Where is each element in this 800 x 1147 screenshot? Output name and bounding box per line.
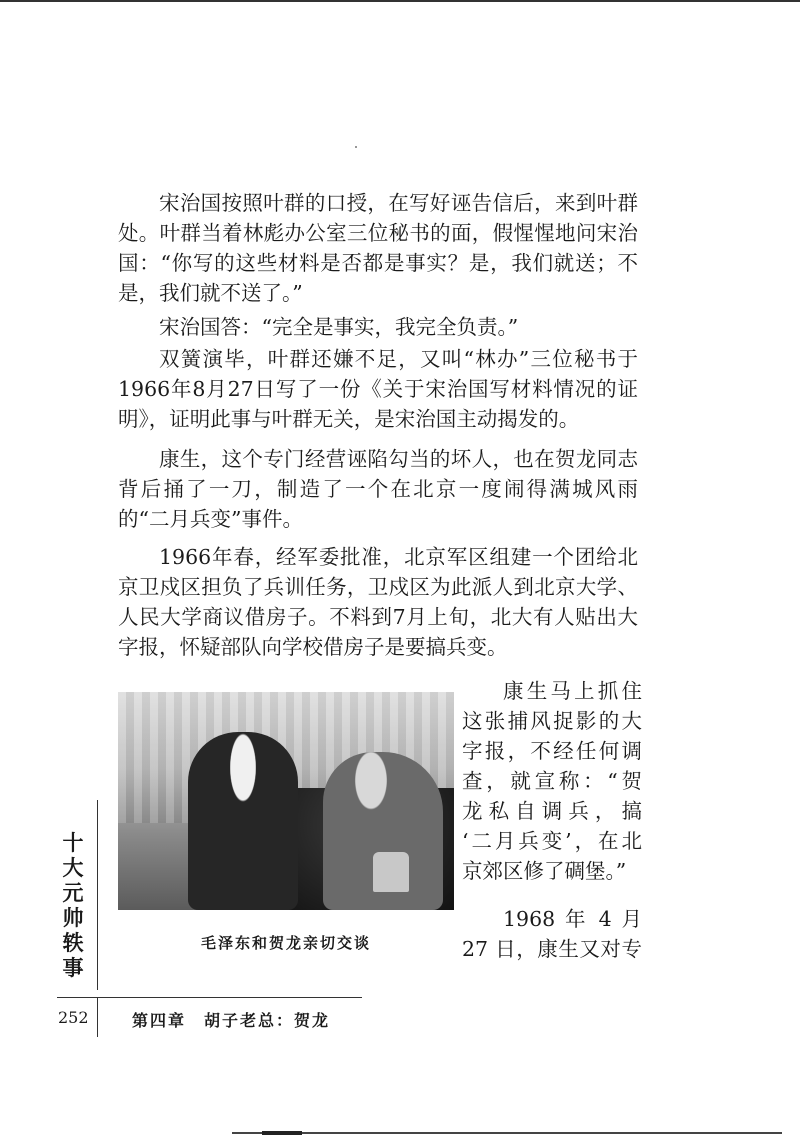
series-title-char: 大 bbox=[62, 855, 84, 880]
paragraph-2 bbox=[118, 312, 638, 342]
side-line: 京郊区修了碉堡。” bbox=[462, 859, 627, 883]
paragraph-text: 1966年春，经军委批准，北京军区组建一个团给北京卫戍区担负了兵训任务，卫戍区为此派人到北京大学、人民大学商议借房子。不料到7月上旬，北大有人贴出大字报，怀疑部队向学校借房子是要搞兵变。 bbox=[118, 545, 638, 659]
footer-rule bbox=[57, 997, 362, 998]
footer-divider bbox=[97, 997, 98, 1037]
series-title-char: 元 bbox=[62, 880, 84, 905]
side-column-text-1 bbox=[462, 676, 642, 886]
series-title-char: 十 bbox=[62, 830, 84, 855]
series-title-char: 事 bbox=[62, 955, 84, 980]
paragraph-3 bbox=[118, 344, 638, 434]
page-number: 252 bbox=[58, 1008, 89, 1027]
paragraph-1 bbox=[118, 188, 638, 308]
paragraph-4 bbox=[118, 444, 638, 534]
side-line: 康生马上抓住 bbox=[503, 679, 642, 703]
side-line: 查，就宣称：“贺 bbox=[462, 769, 642, 793]
paragraph-text: 宋治国答：“完全是事实，我完全负责。” bbox=[159, 315, 519, 339]
side-line: 这张捕风捉影的大 bbox=[462, 709, 642, 733]
series-title-char: 帅 bbox=[62, 905, 84, 930]
side-line: ‘二月兵变’，在北 bbox=[462, 829, 642, 853]
side-column-text-2 bbox=[462, 904, 642, 964]
scan-speck bbox=[355, 146, 357, 148]
paragraph-5 bbox=[118, 542, 638, 662]
photo-caption: 毛泽东和贺龙亲切交谈 bbox=[200, 934, 371, 952]
series-title bbox=[58, 830, 88, 980]
side-line: 27 日，康生又对专 bbox=[462, 937, 642, 961]
side-line: 1968 年 4 月 bbox=[503, 907, 642, 931]
paragraph-text: 康生，这个专门经营诬陷勾当的坏人，也在贺龙同志背后捅了一刀，制造了一个在北京一度闹得满城风雨的“二月兵变”事件。 bbox=[118, 447, 638, 531]
page-top-border bbox=[0, 0, 800, 2]
side-line: 字报，不经任何调 bbox=[462, 739, 642, 763]
series-title-rule bbox=[97, 800, 98, 990]
photograph bbox=[118, 692, 454, 910]
running-head: 第四章 胡子老总：贺龙 bbox=[132, 1011, 331, 1030]
scan-edge-marks bbox=[232, 1132, 782, 1134]
photo-person-left bbox=[188, 732, 298, 910]
side-line: 龙私自调兵，搞 bbox=[462, 799, 642, 823]
series-title-char: 轶 bbox=[62, 930, 84, 955]
paragraph-text: 宋治国按照叶群的口授，在写好诬告信后，来到叶群处。叶群当着林彪办公室三位秘书的面，假惺惺地问宋治国：“你写的这些材料是否都是事实？是，我们就送；不是，我们就不送了。” bbox=[118, 191, 638, 305]
photo-teacup bbox=[373, 852, 409, 892]
paragraph-text: 双簧演毕，叶群还嫌不足，又叫“林办”三位秘书于1966年8月27日写了一份《关于宋治国写材料情况的证明》，证明此事与叶群无关，是宋治国主动揭发的。 bbox=[118, 347, 638, 431]
